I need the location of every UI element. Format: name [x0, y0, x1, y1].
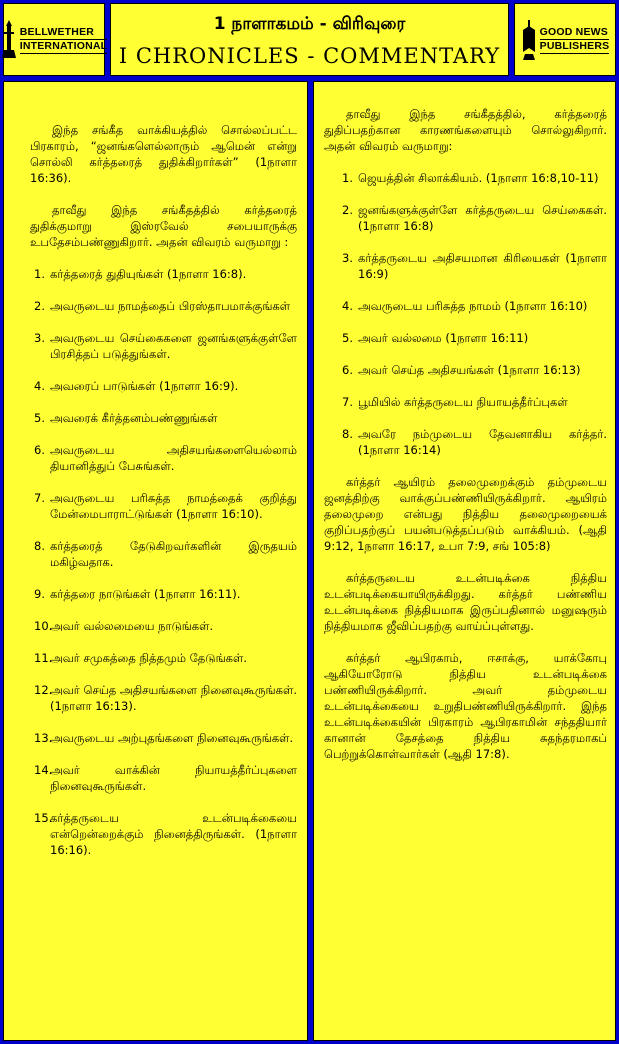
item-text: அவருடைய பரிசுத்த நாமம் (1நாளா 16:10) — [358, 299, 588, 313]
list-item — [324, 394, 607, 410]
list-item — [30, 378, 297, 394]
item-number: 9. — [34, 587, 45, 601]
item-text: அவரைக் கீர்த்தனம்பண்ணுங்கள் — [50, 411, 218, 425]
list-item — [30, 618, 297, 634]
item-text: அவரே நம்முடைய தேவனாகிய கர்த்தர். (1நாளா 16:14) — [358, 427, 607, 457]
item-number: 8. — [34, 539, 45, 553]
lamp-icon — [1, 20, 17, 60]
item-number: 11. — [34, 651, 53, 665]
list-item — [30, 730, 297, 746]
right-para-3: கர்த்தருடைய உடன்படிக்கை நித்திய உடன்படிக்கையாயிருக்கிறது. கர்த்தர் பண்ணிய உடன்படிக்கை நித்தியமாக இருப்பதினால் மனுஷரும் நித்தியமாக ஜீவிப்பதற்கு வாய்ப்புள்ளது. — [324, 571, 607, 633]
book-icon — [521, 20, 537, 60]
logo-left-line2: INTERNATIONAL — [19, 39, 108, 52]
list-item — [324, 298, 607, 314]
bellwether-logo — [3, 3, 108, 76]
right-list — [324, 170, 607, 458]
item-number: 2. — [34, 299, 45, 313]
left-para-1: இந்த சங்கீத வாக்கியத்தில் சொல்லப்பட்ட பிரகாரம், “ஜனங்களெல்லாரும் ஆமென் என்று சொல்லி கர்த்தரைத் துதிக்கிறார்கள்” (1நாளா 16:36). — [30, 123, 297, 185]
item-text: அவர் சமுகத்தை நித்தமும் தேடுங்கள். — [50, 651, 248, 665]
item-number: 6. — [34, 443, 45, 457]
item-number: 8. — [342, 427, 353, 441]
logo-right-line1: GOOD NEWS — [539, 25, 608, 38]
right-para-1: தாவீது இந்த சங்கீதத்தில், கர்த்தரைத் துதிப்பதற்கான காரணங்களையும் சொல்லுகிறார். அதன் விவரம் வருமாறு: — [324, 107, 607, 153]
item-text: அவருடைய பரிசுத்த நாமத்தைக் குறித்து மேன்மைபாராட்டுங்கள் (1நாளா 16:10). — [50, 491, 297, 521]
item-text: கர்த்தருடைய அதிசயமான கிரியைகள் (1நாளா 16:9) — [358, 251, 607, 281]
list-item — [30, 266, 297, 282]
item-number: 1. — [34, 267, 45, 281]
list-item — [30, 762, 297, 794]
item-text: பூமியில் கர்த்தருடைய நியாயத்தீர்ப்புகள் — [358, 395, 568, 409]
item-number: 7. — [34, 491, 45, 505]
right-para-4: கர்த்தர் ஆபிரகாம், ஈசாக்கு, யாக்கோபு ஆகியோரோடு நித்திய உடன்படிக்கை பண்ணியிருக்கிறார். அவர் தம்முடைய உடன்படிக்கையை உறுதிபண்ணியிருக்கிறார். இந்த உடன்படிக்கையின் பிரகாரம் ஆபிரகாமின் சந்ததியார் கானான் தேசத்தை நித்திய சுதந்தரமாகப் பெற்றுக்கொள்வார்கள் (ஆதி 17:8). — [324, 651, 607, 761]
item-number: 2. — [342, 203, 353, 217]
item-text: அவர் வல்லமை (1நாளா 16:11) — [358, 331, 529, 345]
item-text: அவரைப் பாடுங்கள் (1நாளா 16:9). — [50, 379, 239, 393]
good-news-logo — [514, 3, 616, 76]
item-number: 4. — [34, 379, 45, 393]
item-text: கர்த்தரைத் தேடுகிறவர்களின் இருதயம் மகிழ்வதாக. — [50, 539, 297, 569]
item-number: 6. — [342, 363, 353, 377]
left-para-2: தாவீது இந்த சங்கீதத்தில் கர்த்தரைத் துதிக்குமாறு இஸ்ரவேல் சபையாருக்கு உபதேசம்பண்ணுகிறார். அதன் விவரம் வருமாறு : — [30, 203, 297, 249]
list-item — [324, 362, 607, 378]
item-text: அவருடைய அதிசயங்களையெல்லாம் தியானித்துப் பேசுங்கள். — [50, 443, 297, 473]
list-item — [30, 410, 297, 426]
logo-right-line2: PUBLISHERS — [539, 39, 610, 52]
item-text: அவர் வல்லமையை நாடுங்கள். — [50, 619, 214, 633]
logo-left-line1: BELLWETHER — [20, 26, 108, 40]
item-text: அவர் வாக்கின் நியாயத்தீர்ப்புகளை நினைவுகூருங்கள். — [50, 763, 297, 793]
item-number: 3. — [34, 331, 45, 345]
item-text: ஜெயத்தின் சிலாக்கியம். (1நாளா 16:8,10-11) — [358, 171, 599, 185]
list-item — [30, 586, 297, 602]
item-number: 10. — [34, 619, 53, 633]
item-number: 3. — [342, 251, 353, 265]
item-number: 5. — [34, 411, 45, 425]
item-number: 15. — [34, 811, 53, 825]
right-column — [313, 81, 616, 1041]
list-item — [324, 426, 607, 458]
left-column — [3, 81, 308, 1041]
list-item — [30, 330, 297, 362]
item-text: அவருடைய அற்புதங்களை நினைவுகூருங்கள். — [50, 731, 294, 745]
item-number: 13. — [34, 731, 53, 745]
left-list — [30, 266, 297, 858]
page-title-english: I CHRONICLES - COMMENTARY — [118, 44, 501, 68]
item-text: கர்த்தரைத் துதியுங்கள் (1நாளா 16:8). — [50, 267, 247, 281]
item-text: அவர் செய்த அதிசயங்கள் (1நாளா 16:13) — [358, 363, 581, 377]
item-number: 12. — [34, 683, 53, 697]
item-number: 14. — [34, 763, 53, 777]
item-text: ஜனங்களுக்குள்ளே கர்த்தருடைய செய்கைகள். (1நாளா 16:8) — [358, 203, 607, 233]
list-item — [30, 538, 297, 570]
list-item — [30, 810, 297, 858]
item-number: 1. — [342, 171, 353, 185]
list-item — [30, 490, 297, 522]
list-item — [324, 170, 607, 186]
list-item — [324, 202, 607, 234]
item-text: கர்த்தரை நாடுங்கள் (1நாளா 16:11). — [50, 587, 241, 601]
item-text: கர்த்தருடைய உடன்படிக்கையை என்றென்றைக்கும் நினைத்திருங்கள். (1நாளா 16:16). — [50, 811, 297, 857]
item-text: அவருடைய நாமத்தைப் பிரஸ்தாபமாக்குங்கள் — [50, 299, 291, 313]
list-item — [30, 682, 297, 714]
list-item — [30, 650, 297, 666]
list-item — [324, 330, 607, 346]
item-text: அவர் செய்த அதிசயங்களை நினைவுகூருங்கள். (1நாளா 16:13). — [50, 683, 297, 713]
item-number: 5. — [342, 331, 353, 345]
list-item — [30, 442, 297, 474]
item-text: அவருடைய செய்கைகளை ஜனங்களுக்குள்ளே பிரசித்தப் படுத்துங்கள். — [50, 331, 297, 361]
item-number: 7. — [342, 395, 353, 409]
list-item — [324, 250, 607, 282]
right-para-2: கர்த்தர் ஆயிரம் தலைமுறைக்கும் தம்முடைய ஜனத்திற்கு வாக்குப்பண்ணியிருக்கிறார். ஆயிரம் தலைமுறை என்பது நித்திய தலைமுறையைக் குறிப்பதற்குப் பயன்படுத்தப்படும் வாக்கியம். (ஆதி 9:12, 1நாளா 16:17, உபா 7:9, சங் 105:8) — [324, 475, 607, 553]
list-item — [30, 298, 297, 314]
header-title-box — [110, 3, 509, 76]
item-number: 4. — [342, 299, 353, 313]
page-title-tamil: 1 நாளாகமம் - விரிவுரை — [213, 14, 406, 34]
